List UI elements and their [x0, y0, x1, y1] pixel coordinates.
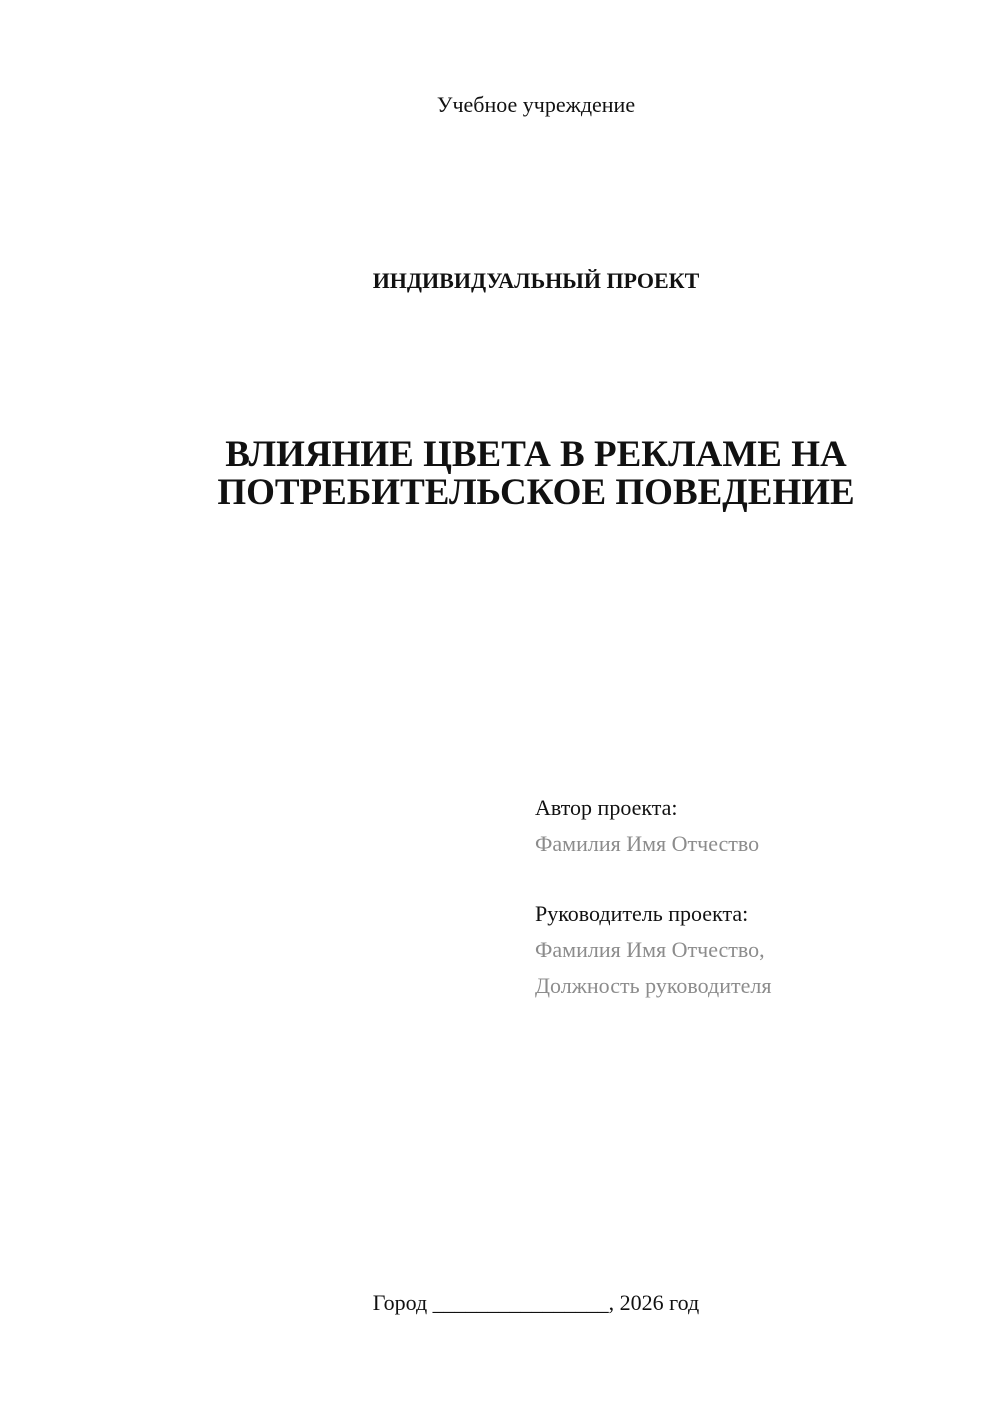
project-title-line-2: ПОТРЕБИТЕЛЬСКОЕ ПОВЕДЕНИЕ [217, 472, 855, 513]
supervisor-label: Руководитель проекта: [535, 901, 749, 926]
supervisor-position: Должность руководителя [535, 973, 772, 998]
city-year-line: Город ________________, 2026 год [372, 1290, 700, 1315]
info-spacer [535, 862, 771, 896]
author-name: Фамилия Имя Отчество [535, 831, 760, 856]
project-title-line-1: ВЛИЯНИЕ ЦВЕТА В РЕКЛАМЕ НА [225, 434, 847, 475]
institution-name: Учебное учреждение [436, 92, 636, 117]
supervisor-name: Фамилия Имя Отчество, [535, 937, 765, 962]
project-info-block [535, 790, 771, 1004]
author-label: Автор проекта: [535, 795, 678, 820]
document-type: ИНДИВИДУАЛЬНЫЙ ПРОЕКТ [372, 268, 700, 293]
project-title [0, 436, 1000, 512]
